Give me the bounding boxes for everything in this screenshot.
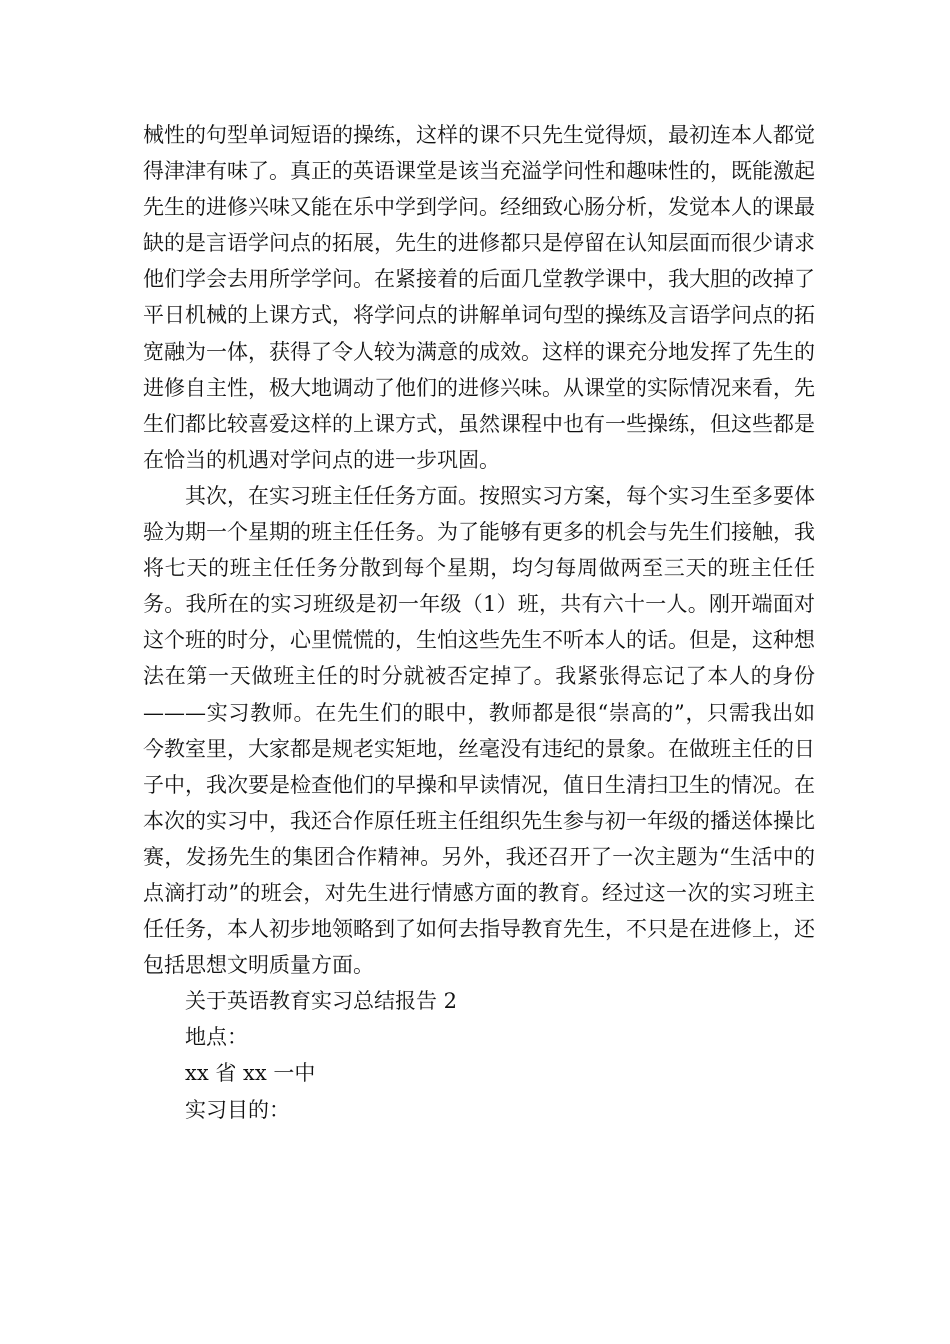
body-paragraph-2: 其次，在实习班主任任务方面。按照实习方案，每个实习生至多要体验为期一个星期的班主任任务。为了能够有更多的机会与先生们接触，我将七天的班主任任务分散到每个星期，均匀每周做两至三天的班主任任务。我所在的实习班级是初一年级（1）班，共有六十一人。刚开端面对这个班的时分，心里慌慌的，生怕这些先生不听本人的话。但是，这种想法在第一天做班主任的时分就被否定掉了。我紧张得忘记了本人的身份———实习教师。在先生们的眼中，教师都是很“崇高的”，只需我出如今教室里，大家都是规老实矩地，丝毫没有违纪的景象。在做班主任的日子中，我次要是检查他们的早操和早读情况，值日生清扫卫生的情况。在本次的实习中，我还合作原任班主任组织先生参与初一年级的播送体操比赛，发扬先生的集团合作精神。另外，我还召开了一次主题为“生活中的点滴打动”的班会，对先生进行情感方面的教育。经过这一次的实习班主任任务，本人初步地领略到了如何去指导教育先生，不只是在进修上，还包括思想文明质量方面。	[143, 483, 815, 978]
location-value: xx 省 xx 一中	[185, 1061, 316, 1086]
body-paragraph-1: 械性的句型单词短语的操练，这样的课不只先生觉得烦，最初连本人都觉得津津有味了。真正的英语课堂是该当充溢学问性和趣味性的，既能激起先生的进修兴味又能在乐中学到学问。经细致心肠分析，发觉本人的课最缺的是言语学问点的拓展，先生的进修都只是停留在认知层面而很少请求他们学会去用所学学问。在紧接着的后面几堂教学课中，我大胆的改掉了平日机械的上课方式，将学问点的讲解单词句型的操练及言语学问点的拓宽融为一体，获得了令人较为满意的成效。这样的课充分地发挥了先生的进修自主性，极大地调动了他们的进修兴味。从课堂的实际情况来看，先生们都比较喜爱这样的上课方式，虽然课程中也有一些操练，但这些都是在恰当的机遇对学问点的进一步巩固。	[143, 123, 815, 472]
purpose-label: 实习目的：	[185, 1097, 290, 1122]
location-label: 地点：	[185, 1025, 248, 1050]
document-body	[143, 117, 815, 1128]
section-heading: 关于英语教育实习总结报告 2	[185, 989, 458, 1014]
